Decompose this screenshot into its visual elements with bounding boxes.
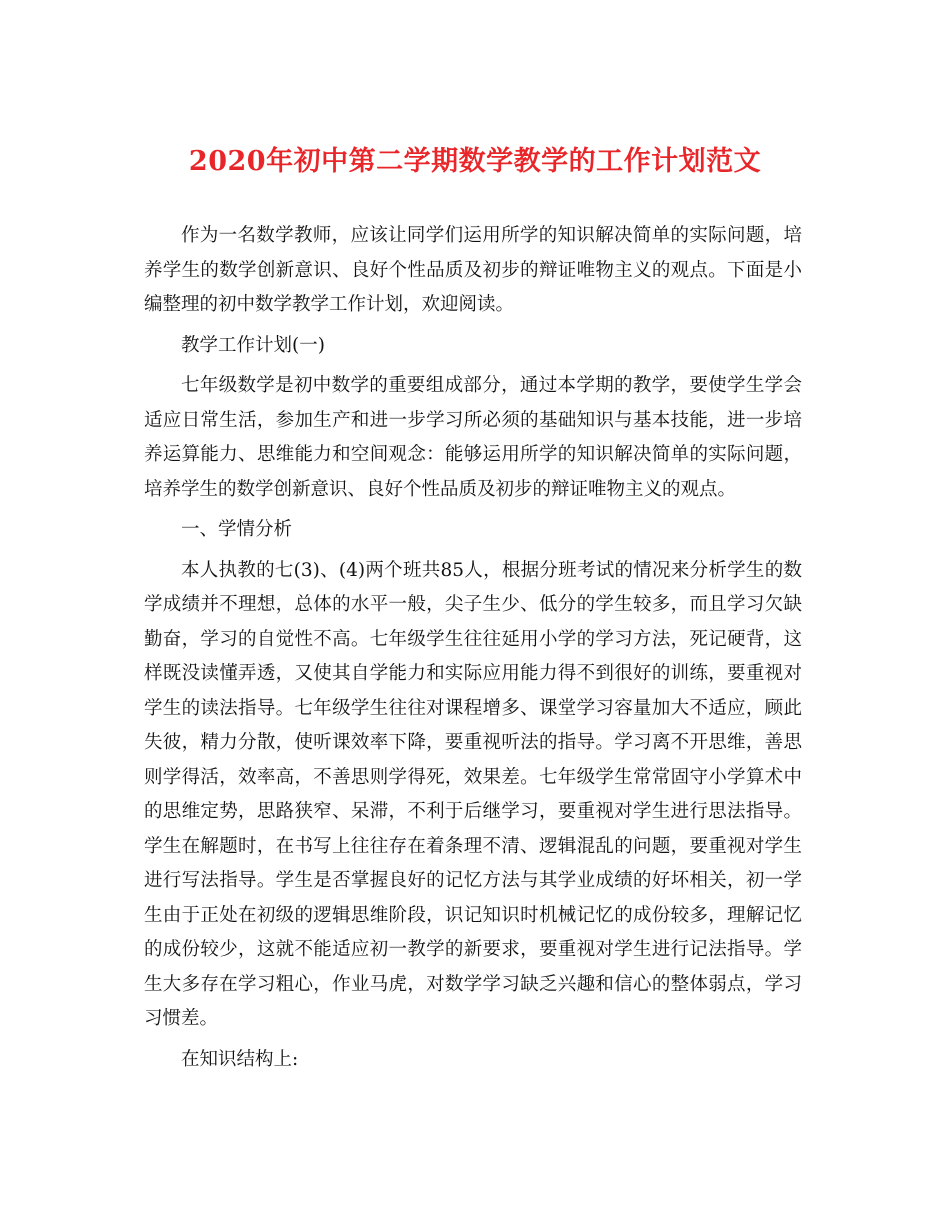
section-heading-student-analysis: 一、学情分析 bbox=[181, 519, 293, 540]
paragraph-student-analysis: 本人执教的七(3)、(4)两个班共85人，根据分班考试的情况来分析学生的数学成绩并不理想，总体的水平一般，尖子生少、低分的学生较多，而且学习欠缺勤奋，学习的自觉性不高。七年级学生往往延用小学的学习方法，死记硬背，这样既没读懂弄透，又使其自学能力和实际应用能力得不到很好的训练，要重视对学生的读法指导。七年级学生往往对课程增多、课堂学习容量加大不适应，顾此失彼，精力分散，使听课效率下降，要重视听法的指导。学习离不开思维，善思则学得活，效率高，不善思则学得死，效果差。七年级学生常常固守小学算术中的思维定势，思路狭窄、呆滞，不利于后继学习，要重视对学生进行思法指导。学生在解题时，在书写上往往存在着条理不清、逻辑混乱的问题，要重视对学生进行写法指导。学生是否掌握良好的记忆方法与其学业成绩的好坏相关，初一学生由于正处在初级的逻辑思维阶段，识记知识时机械记忆的成份较多，理解记忆的成份较少，这就不能适应初一教学的新要求，要重视对学生进行记法指导。学生大多存在学习粗心，作业马虎，对数学学习缺乏兴趣和信心的整体弱点，学习习惯差。 bbox=[144, 559, 802, 1029]
section-heading-plan-one: 教学工作计划(一) bbox=[181, 334, 325, 356]
section-heading-knowledge-structure: 在知识结构上: bbox=[181, 1048, 299, 1070]
document-title: 2020年初中第二学期数学教学的工作计划范文 bbox=[188, 146, 762, 177]
paragraph-intro: 作为一名数学教师，应该让同学们运用所学的知识解决简单的实际问题，培养学生的数学创新意识、良好个性品质及初步的辩证唯物主义的观点。下面是小编整理的初中数学教学工作计划，欢迎阅读。 bbox=[144, 225, 802, 315]
document-body bbox=[144, 219, 802, 1083]
paragraph-grade-seven-overview: 七年级数学是初中数学的重要组成部分，通过本学期的教学，要使学生学会适应日常生活，参加生产和进一步学习所必须的基础知识与基本技能，进一步培养运算能力、思维能力和空间观念：能够运用所学的知识解决简单的实际问题，培养学生的数学创新意识、良好个性品质及初步的辩证唯物主义的观点。 bbox=[144, 375, 802, 500]
